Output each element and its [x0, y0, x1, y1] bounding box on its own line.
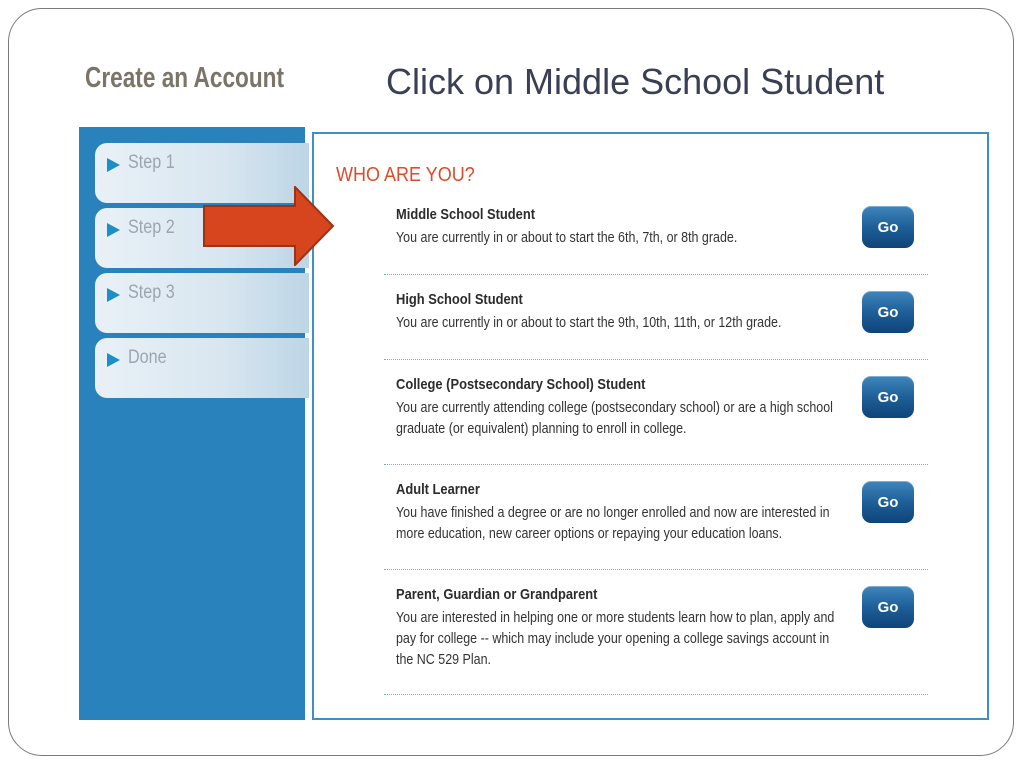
page-title: Create an Account	[85, 62, 285, 94]
option-high-school	[384, 291, 928, 360]
step-label: Done	[128, 347, 167, 368]
callout-arrow-icon	[203, 186, 335, 266]
slide-heading: Click on Middle School Student	[386, 61, 885, 102]
option-parent	[384, 586, 928, 695]
go-button-college[interactable]: Go	[862, 376, 914, 418]
step-label: Step 1	[128, 152, 175, 173]
who-are-you-panel	[312, 132, 989, 720]
option-title: Adult Learner	[396, 481, 480, 498]
option-description: You are currently in or about to start the 9th, 10th, 11th, or 12th grade.	[396, 315, 782, 331]
chevron-right-icon	[107, 288, 120, 302]
go-button-middle-school[interactable]: Go	[862, 206, 914, 248]
option-title: Parent, Guardian or Grandparent	[396, 586, 598, 603]
option-college	[384, 376, 928, 465]
chevron-right-icon	[107, 353, 120, 367]
go-button-high-school[interactable]: Go	[862, 291, 914, 333]
step-3-tab[interactable]	[95, 273, 309, 333]
option-adult-learner	[384, 481, 928, 570]
go-button-parent[interactable]: Go	[862, 586, 914, 628]
option-description: You have finished a degree or are no longer enrolled and now are interested in more education, new career options or repaying your education loans.	[396, 505, 830, 542]
option-description: You are interested in helping one or more students learn how to plan, apply and pay for college -- which may include your opening a college savings account in the NC 529 Plan.	[396, 610, 835, 668]
chevron-right-icon	[107, 158, 120, 172]
step-label: Step 2	[128, 217, 175, 238]
go-button-adult-learner[interactable]: Go	[862, 481, 914, 523]
option-description: You are currently in or about to start the 6th, 7th, or 8th grade.	[396, 230, 738, 246]
option-title: Middle School Student	[396, 206, 536, 223]
step-label: Step 3	[128, 282, 175, 303]
option-middle-school	[384, 206, 928, 275]
option-title: College (Postsecondary School) Student	[396, 376, 646, 393]
panel-heading: WHO ARE YOU?	[336, 164, 475, 186]
option-title: High School Student	[396, 291, 523, 308]
done-tab[interactable]	[95, 338, 309, 398]
option-description: You are currently attending college (postsecondary school) or are a high school graduate (or equivalent) planning to enroll in college.	[396, 400, 833, 437]
chevron-right-icon	[107, 223, 120, 237]
